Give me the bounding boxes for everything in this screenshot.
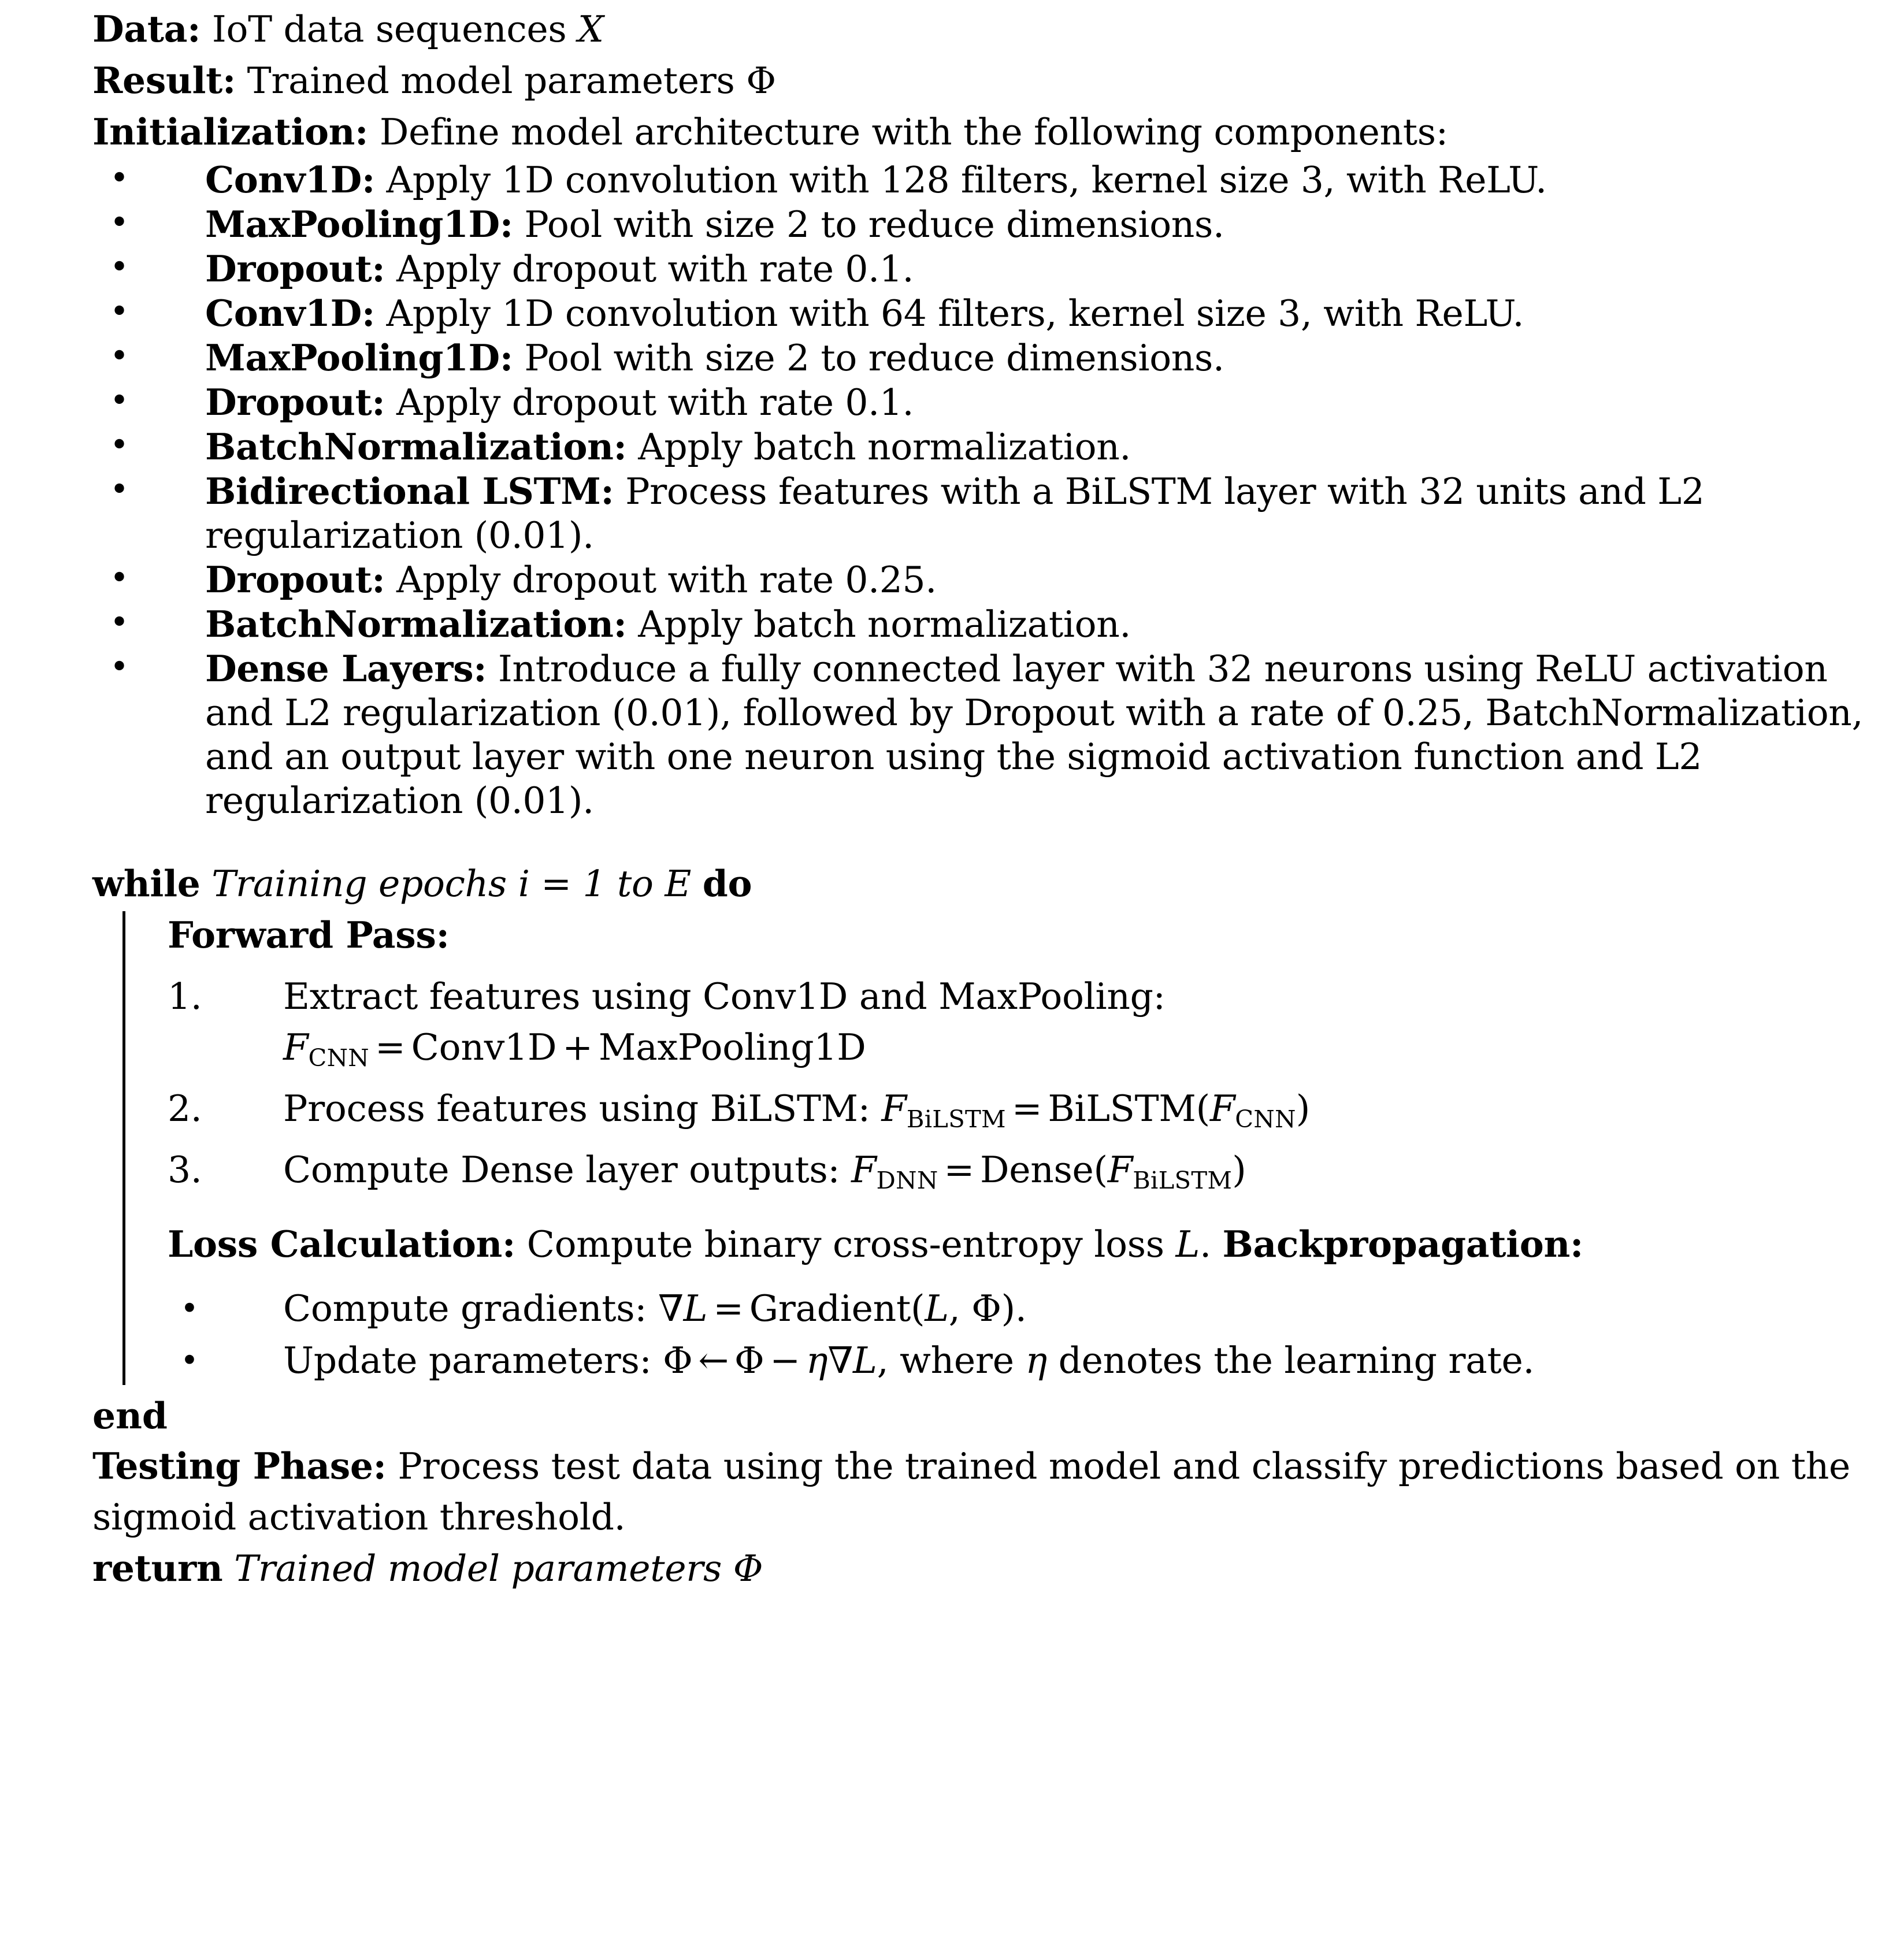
list-item (92, 158, 1896, 202)
component-label: Dropout: (205, 381, 385, 424)
list-item (92, 558, 1896, 602)
while-keyword: while (92, 862, 201, 905)
component-text: Pool with size 2 to reduce dimensions. (524, 337, 1224, 379)
formula-arg-var: F (1209, 1087, 1235, 1130)
result-variable: Φ (746, 60, 776, 102)
data-variable: X (578, 8, 604, 50)
component-label: Conv1D: (205, 292, 375, 335)
formula-lhs-var: F (881, 1087, 907, 1130)
formula-update (663, 1339, 888, 1382)
forward-pass-steps (168, 972, 1896, 1204)
component-text: Pool with size 2 to reduce dimensions. (524, 203, 1224, 246)
close-paren: ) (1296, 1087, 1311, 1130)
formula-arg-a: L (925, 1287, 949, 1330)
formula-rel: = (1011, 1087, 1042, 1130)
formula-lhs-var: F (851, 1148, 877, 1191)
end-keyword: end (92, 1394, 168, 1438)
formula-rel: = (713, 1287, 744, 1330)
left-arrow-icon: ← (698, 1339, 729, 1382)
formula-var: L (853, 1339, 877, 1382)
backpropagation-list (168, 1284, 1896, 1385)
formula-arg-sub: BiLSTM (1133, 1165, 1233, 1194)
formula-fcnn (283, 1023, 1896, 1082)
list-item (92, 647, 1896, 823)
formula-fdnn (851, 1148, 1246, 1194)
list-item (168, 1146, 1896, 1205)
component-text: Introduce a fully connected layer with 32 neurons using ReLU activation and L2 regularization (0.01), followed by Dropout with a rate of 0.25, BatchNormalization, and an output layer with one neuron using the sigmoid activation function and L2 regularization (0.01). (205, 648, 1864, 822)
component-label: Dropout: (205, 558, 385, 601)
component-text: Apply batch normalization. (638, 603, 1131, 645)
result-label: Result: (92, 59, 236, 102)
list-item (92, 336, 1896, 380)
formula-lhs-sub: BiLSTM (906, 1104, 1006, 1133)
formula-arg-sub: CNN (1235, 1104, 1296, 1133)
return-keyword: return (92, 1547, 223, 1590)
component-text: Apply 1D convolution with 64 filters, kernel size 3, with ReLU. (386, 292, 1524, 335)
return-line (92, 1543, 1896, 1594)
component-text: Apply 1D convolution with 128 filters, kernel size 3, with ReLU. (386, 159, 1547, 201)
step-text: Process features using BiLSTM: (283, 1087, 870, 1130)
component-text: Apply dropout with rate 0.25. (396, 559, 937, 601)
result-line (92, 55, 1896, 106)
backprop-trailing-a: where (900, 1339, 1014, 1382)
formula-fn: Dense (980, 1148, 1094, 1191)
while-line (92, 859, 1896, 909)
testing-phase-text: Process test data using the trained model and classify predictions based on the sigmoid activation threshold. (92, 1445, 1851, 1539)
formula-rhs-op: + (562, 1026, 593, 1068)
data-text: IoT data sequences (211, 8, 567, 50)
formula-comma: , (877, 1339, 889, 1382)
component-label: BatchNormalization: (205, 425, 627, 468)
component-label: Dropout: (205, 247, 385, 290)
return-text: Trained model parameters (234, 1547, 722, 1590)
component-label: Dense Layers: (205, 647, 487, 690)
formula-arg-var: F (1107, 1148, 1133, 1191)
component-label: Bidirectional LSTM: (205, 470, 614, 513)
nabla-icon: ∇ (658, 1287, 684, 1330)
open-paren: ( (1093, 1148, 1108, 1191)
formula-rhs-a: Conv1D (411, 1026, 557, 1068)
formula-rel: = (375, 1026, 406, 1068)
backprop-text: Update parameters: (283, 1339, 652, 1382)
list-item (92, 202, 1896, 247)
component-text: Apply dropout with rate 0.1. (396, 381, 914, 424)
initialization-label: Initialization: (92, 110, 369, 153)
backpropagation-label: Backpropagation: (1222, 1223, 1583, 1266)
do-keyword: do (702, 862, 752, 905)
formula-fn: BiLSTM (1048, 1087, 1196, 1130)
list-item (92, 380, 1896, 425)
list-item (92, 469, 1896, 558)
loss-calculation-line (168, 1219, 1896, 1269)
formula-fn: Gradient (749, 1287, 911, 1330)
close-paren: ) (1001, 1287, 1015, 1330)
list-item (92, 425, 1896, 469)
formula-rel: = (944, 1148, 974, 1191)
component-text: Apply dropout with rate 0.1. (396, 248, 914, 290)
testing-phase-line (92, 1440, 1896, 1543)
data-line (92, 3, 1896, 55)
loss-text: Compute binary cross-entropy loss (526, 1223, 1164, 1266)
component-label: MaxPooling1D: (205, 336, 513, 379)
component-text: Process features with a BiLSTM layer with 32 units and L2 regularization (0.01). (205, 470, 1705, 556)
backprop-text: Compute gradients: (283, 1287, 647, 1330)
loss-variable: L (1175, 1223, 1200, 1266)
formula-gradient (658, 1287, 1027, 1330)
formula-arg-b: Φ (971, 1287, 1001, 1330)
forward-pass-heading: Forward Pass: (168, 914, 450, 956)
return-variable: Φ (733, 1547, 763, 1590)
data-label: Data: (92, 8, 201, 50)
loss-label: Loss Calculation: (168, 1223, 516, 1266)
formula-lhs-var: F (283, 1026, 309, 1068)
formula-eta: η (806, 1339, 828, 1382)
list-item (92, 291, 1896, 336)
open-paren: ( (1196, 1087, 1210, 1130)
formula-rhs-b: MaxPooling1D (598, 1026, 866, 1068)
component-list (92, 158, 1896, 823)
formula-phi: Φ (734, 1339, 764, 1382)
step-text: Extract features using Conv1D and MaxPooling: (283, 975, 1166, 1018)
backprop-trailing-var: η (1025, 1339, 1047, 1382)
while-condition: Training epochs i = 1 to E (211, 863, 692, 905)
initialization-line (92, 106, 1896, 158)
loss-period: . (1200, 1223, 1211, 1266)
list-item (168, 1284, 1896, 1333)
component-text: Apply batch normalization. (638, 426, 1131, 468)
testing-phase-label: Testing Phase: (92, 1445, 387, 1488)
open-paren: ( (910, 1287, 925, 1330)
formula-lhs-sub: DNN (876, 1165, 938, 1194)
formula-fbilstm (881, 1087, 1311, 1133)
component-label: Conv1D: (205, 158, 375, 201)
nabla-icon: ∇ (827, 1339, 853, 1382)
formula-phi: Φ (663, 1339, 693, 1382)
formula-lhs-sub: CNN (308, 1043, 369, 1072)
list-item (92, 247, 1896, 291)
list-item (168, 1085, 1896, 1143)
component-label: MaxPooling1D: (205, 203, 513, 246)
list-item (168, 1336, 1896, 1385)
step-text: Compute Dense layer outputs: (283, 1148, 840, 1191)
formula-var: L (683, 1287, 708, 1330)
list-item (168, 972, 1896, 1082)
initialization-text: Define model architecture with the following components: (379, 111, 1448, 153)
loop-body (92, 910, 1896, 1385)
formula-comma: , (948, 1287, 960, 1330)
formula-minus: − (770, 1339, 800, 1382)
result-text: Trained model parameters (247, 60, 735, 102)
component-label: BatchNormalization: (205, 603, 627, 645)
formula-period: . (1015, 1287, 1027, 1330)
list-item (92, 602, 1896, 647)
close-paren: ) (1232, 1148, 1246, 1191)
loop-vertical-rule (123, 911, 125, 1385)
backprop-trailing-b: denotes the learning rate. (1058, 1339, 1535, 1382)
